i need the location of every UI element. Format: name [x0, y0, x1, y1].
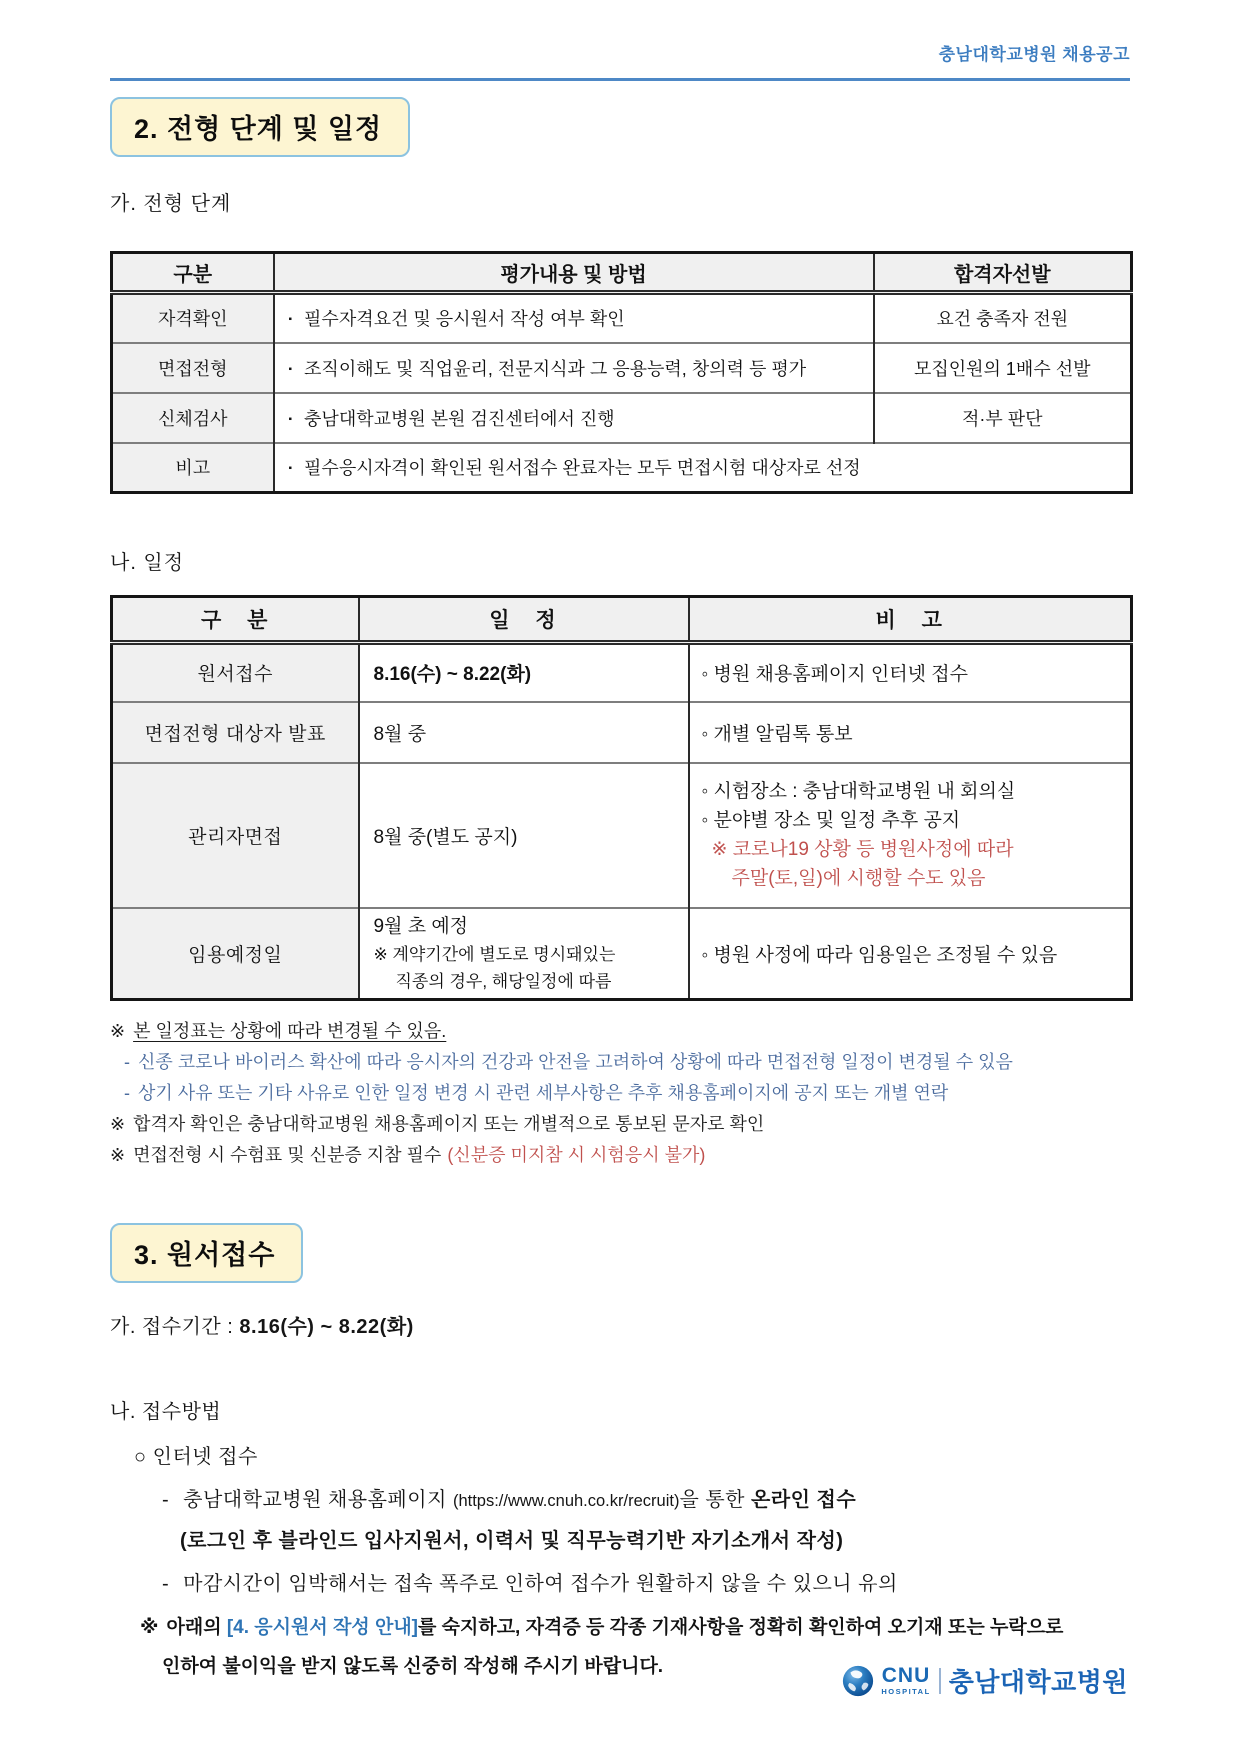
col-header-schedule: 일 정 — [359, 597, 689, 643]
row-content-text: 필수응시자격이 확인된 원서접수 완료자는 모두 면접시험 대상자로 선정 — [304, 458, 861, 479]
note-warning-text: (신분증 미지참 시 시험응시 불가) — [447, 1145, 706, 1165]
logo-cnu-text: CNU — [881, 1664, 931, 1688]
col-header-method: 평가내용 및 방법 — [274, 253, 874, 293]
row-label: 비고 — [112, 443, 274, 493]
caution-text: 아래의 — [166, 1617, 222, 1638]
row-result: 모집인원의 1배수 선발 — [874, 343, 1132, 393]
logo-divider — [939, 1668, 941, 1694]
section2a-heading: 가. 전형 단계 — [110, 193, 232, 215]
table-header-row — [112, 253, 1132, 293]
recruit-url-text: (https://www.cnuh.co.kr/recruit) — [452, 1492, 680, 1510]
col-header-category: 구 분 — [112, 597, 359, 643]
bullet-icon: ▪ — [288, 413, 293, 425]
item-text: 마감시간이 임박해서는 접속 폭주로 인하여 접수가 원활하지 않을 수 있으니 유의 — [183, 1573, 898, 1595]
table-row — [112, 343, 1132, 393]
internet-subheading — [110, 1440, 1130, 1469]
section2-title-box — [110, 97, 410, 157]
caution-line — [110, 1612, 1130, 1639]
schedule-table — [110, 595, 1133, 1001]
col-header-remark: 비 고 — [689, 597, 1132, 643]
row-content-text: 충남대학교병원 본원 검진센터에서 진행 — [304, 408, 615, 429]
note-line — [110, 1016, 1130, 1047]
row-result: 적·부 판단 — [874, 393, 1132, 443]
selection-steps-table — [110, 251, 1133, 494]
remark-line-warning: ※ 코로나19 상황 등 병원사정에 따라 — [711, 839, 1014, 860]
bullet-icon: ▪ — [288, 363, 293, 375]
col-header-category: 구분 — [112, 253, 274, 293]
col-header-selection: 합격자선발 — [874, 253, 1132, 293]
section2b-heading: 나. 일정 — [110, 552, 185, 574]
caution-text: 를 숙지하고, 자격증 등 각종 기재사항을 정확히 확인하여 오기재 또는 누락으로 — [418, 1617, 1064, 1638]
remark-line-warning: 주말(토,일)에 시행할 수도 있음 — [731, 868, 986, 889]
hospital-name-text: 충남대학교병원 — [948, 1667, 1128, 1697]
bullet-icon: ▪ — [288, 463, 293, 475]
section2-title: 2. 전형 단계 및 일정 — [134, 114, 383, 144]
note-marker: ※ — [110, 1021, 126, 1041]
table-row — [112, 763, 1132, 908]
table-row — [112, 293, 1132, 343]
method-item-online — [110, 1483, 1130, 1512]
note-marker: ※ — [110, 1145, 126, 1165]
table-row — [112, 702, 1132, 763]
bullet-icon: ▪ — [288, 314, 293, 326]
remark-line: ◦ 시험장소 : 충남대학교병원 내 회의실 — [701, 781, 1016, 802]
row-label: 임용예정일 — [112, 908, 359, 1000]
schedule-line: ※ 계약기간에 별도로 명시돼있는 — [373, 944, 616, 964]
row-label: 관리자면접 — [112, 763, 359, 908]
internet-subheading-text: 인터넷 접수 — [152, 1446, 258, 1468]
row-content — [274, 393, 874, 443]
document-header-title: 충남대학교병원 채용공고 — [938, 45, 1130, 64]
period-label: 가. 접수기간 : — [110, 1316, 240, 1338]
dash-marker: - — [162, 1489, 170, 1511]
period-dates: 8.16(수) ~ 8.22(화) — [239, 1316, 414, 1338]
schedule-notes — [110, 1016, 1130, 1171]
globe-icon — [841, 1664, 875, 1698]
logo-cnu-block — [881, 1665, 930, 1696]
note-text: 신종 코로나 바이러스 확산에 따라 응시자의 건강과 안전을 고려하여 상황에 따라 면접전형 일정이 변경될 수 있음 — [138, 1052, 1013, 1072]
row-label: 원서접수 — [112, 643, 359, 702]
item-strong-text: 온라인 접수 — [751, 1489, 857, 1511]
row-content — [274, 343, 874, 393]
row-schedule: 8월 중 — [359, 702, 689, 763]
table-row — [112, 393, 1132, 443]
table-header-row — [112, 597, 1132, 643]
schedule-line: 직종의 경우, 해당일정에 따름 — [395, 971, 612, 991]
guide-reference-text: [4. 응시원서 작성 안내] — [226, 1617, 418, 1638]
row-remark — [689, 763, 1132, 908]
row-label: 면접전형 대상자 발표 — [112, 702, 359, 763]
caution-line2: 인하여 불이익을 받지 않도록 신중히 작성해 주시기 바랍니다. — [162, 1656, 664, 1677]
row-content-text: 필수자격요건 및 응시원서 작성 여부 확인 — [304, 309, 625, 330]
note-text: 면접전형 시 수험표 및 신분증 지참 필수 — [133, 1145, 442, 1165]
row-content — [274, 293, 874, 343]
row-remark: ◦ 개별 알림톡 통보 — [689, 702, 1132, 763]
note-marker: ※ — [110, 1114, 126, 1134]
table-row — [112, 908, 1132, 1000]
document-header — [110, 40, 1130, 65]
note-text: 상기 사유 또는 기타 사유로 인한 일정 변경 시 관련 세부사항은 추후 채용홈페이지에 공지 또는 개별 연락 — [138, 1083, 949, 1103]
row-content-text: 조직이해도 및 직업윤리, 전문지식과 그 응용능력, 창의력 등 평가 — [304, 358, 807, 379]
note-text: 본 일정표는 상황에 따라 변경될 수 있음. — [133, 1021, 447, 1041]
row-remark: ◦ 병원 채용홈페이지 인터넷 접수 — [689, 643, 1132, 702]
row-remark: ◦ 병원 사정에 따라 임용일은 조정될 수 있음 — [689, 908, 1132, 1000]
note-marker: - — [124, 1083, 130, 1103]
note-marker: - — [124, 1052, 130, 1072]
method-item-login-note: (로그인 후 블라인드 입사지원서, 이력서 및 직무능력기반 자기소개서 작성) — [180, 1530, 844, 1552]
method-heading: 나. 접수방법 — [110, 1401, 222, 1423]
row-label: 신체검사 — [112, 393, 274, 443]
note-line — [110, 1078, 1130, 1109]
item-text: 을 통한 — [679, 1489, 745, 1511]
row-content — [274, 443, 1132, 493]
row-label: 자격확인 — [112, 293, 274, 343]
remark-line: ◦ 분야별 장소 및 일정 추후 공지 — [701, 810, 961, 831]
item-text: 충남대학교병원 채용홈페이지 — [183, 1489, 447, 1511]
row-schedule — [359, 908, 689, 1000]
note-text: 합격자 확인은 충남대학교병원 채용홈페이지 또는 개별적으로 통보된 문자로 확인 — [133, 1114, 765, 1134]
schedule-line: 9월 초 예정 — [373, 915, 469, 937]
hospital-logo — [841, 1662, 1128, 1699]
dash-marker: - — [162, 1573, 170, 1595]
row-schedule: 8.16(수) ~ 8.22(화) — [359, 643, 689, 702]
row-label: 면접전형 — [112, 343, 274, 393]
note-line — [110, 1109, 1130, 1140]
row-schedule: 8월 중(별도 공지) — [359, 763, 689, 908]
note-marker: ※ — [140, 1617, 159, 1638]
note-line — [110, 1140, 1130, 1171]
logo-hospital-text: HOSPITAL — [881, 1687, 931, 1697]
circle-marker: ○ — [134, 1446, 147, 1468]
section3-title-box — [110, 1223, 303, 1283]
note-line — [110, 1047, 1130, 1078]
application-period-line — [110, 1310, 1130, 1339]
table-row — [112, 443, 1132, 493]
section3-title: 3. 원서접수 — [134, 1240, 276, 1270]
table-row — [112, 643, 1132, 702]
row-result: 요건 충족자 전원 — [874, 293, 1132, 343]
method-item-deadline — [110, 1567, 1130, 1596]
